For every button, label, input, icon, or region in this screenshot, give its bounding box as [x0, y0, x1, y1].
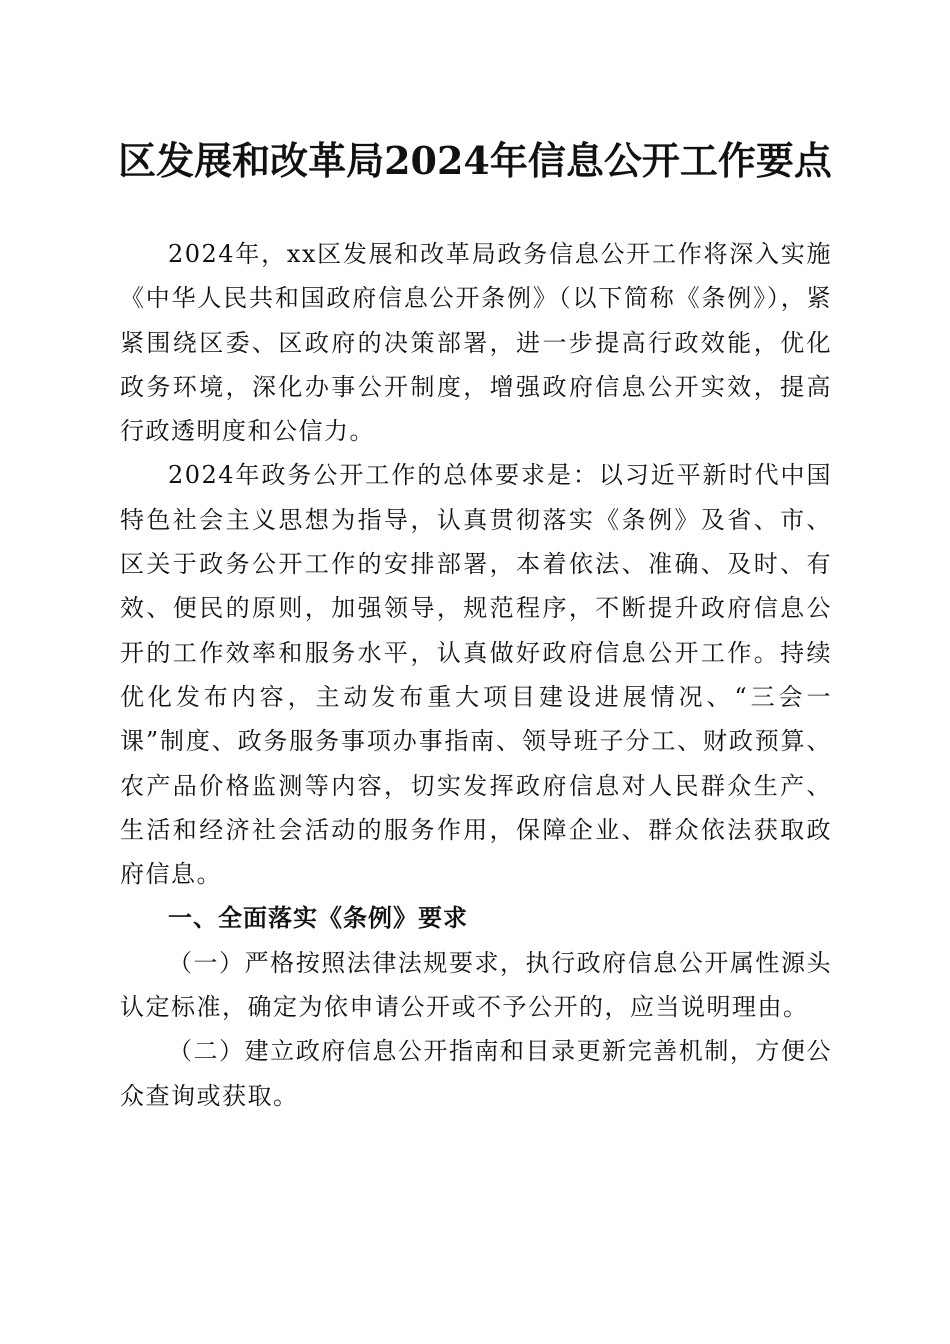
- document-title: 区发展和改革局2024年信息公开工作要点: [118, 138, 832, 183]
- section-heading: 一、全面落实《条例》要求: [168, 904, 468, 933]
- section-item: （二）建立政府信息公开指南和目录更新完善机制，方便公众查询或获取。: [120, 1037, 832, 1110]
- general-requirements-paragraph: 2024年政务公开工作的总体要求是：以习近平新时代中国特色社会主义思想为指导，认真贯彻落实《条例》及省、市、区关于政务公开工作的安排部署，本着依法、准确、及时、有效、便民的原则，加强领导，规范程序，不断提升政府信息公开的工作效率和服务水平，认真做好政府信息公开工作。持续优化发布内容，主动发布重大项目建设进展情况、“三会一课”制度、政务服务事项办事指南、领导班子分工、财政预算、农产品价格监测等内容，切实发挥政府信息对人民群众生产、生活和经济社会活动的服务作用，保障企业、群众依法获取政府信息。: [120, 461, 832, 889]
- section-item: （一）严格按照法律法规要求，执行政府信息公开属性源头认定标准，确定为依申请公开或不予公开的，应当说明理由。: [120, 948, 832, 1022]
- document-body: [120, 232, 832, 1118]
- intro-paragraph: 2024年，xx区发展和改革局政务信息公开工作将深入实施《中华人民共和国政府信息公开条例》（以下简称《条例》），紧紧围绕区委、区政府的决策部署，进一步提高行政效能，优化政务环境，深化办事公开制度，增强政府信息公开实效，提高行政透明度和公信力。: [120, 240, 832, 446]
